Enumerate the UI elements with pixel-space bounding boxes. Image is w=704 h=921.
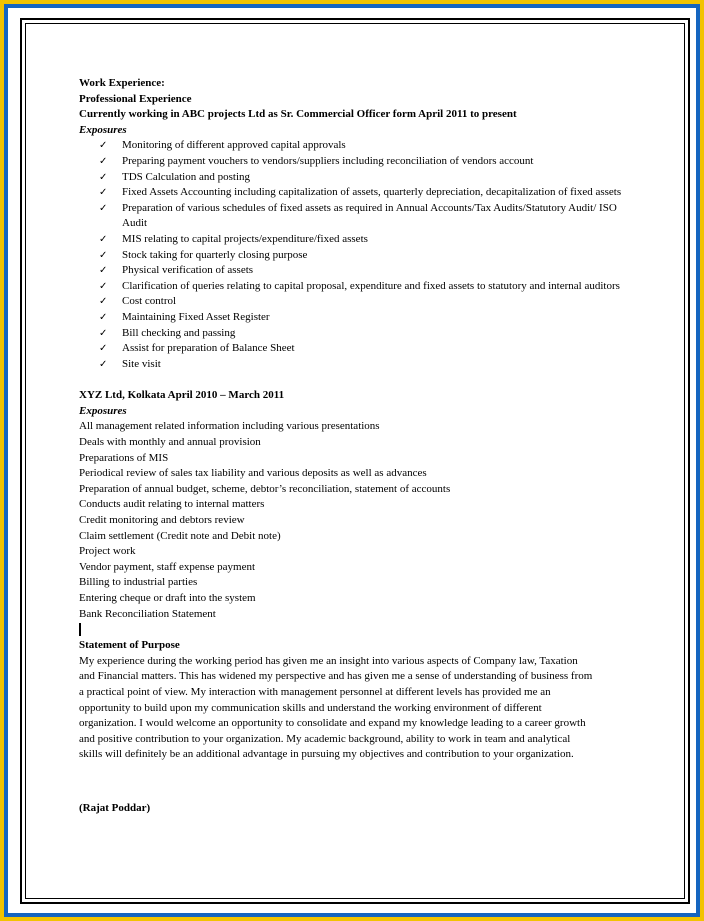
statement-paragraph [79, 654, 632, 763]
list-item: ✓ TDS Calculation and posting [79, 170, 632, 186]
statement-line: organization. I would welcome an opportunity to consolidate and expand my knowledge leading to a career growth [79, 717, 586, 730]
signature-name: (Rajat Poddar) [79, 801, 151, 814]
list-item: ✓ Assist for preparation of Balance Sheet [79, 341, 632, 357]
list-item: Deals with monthly and annual provision [79, 436, 261, 449]
check-icon: ✓ [99, 233, 108, 245]
job1-exposures-label: Exposures [79, 123, 127, 136]
job2-exposure-list [79, 419, 632, 622]
statement-line: and Financial matters. This has widened my perspective and has given me a sense of understanding of business from [79, 670, 593, 683]
job2-exposures-label: Exposures [79, 404, 127, 417]
list-item: ✓ Fixed Assets Accounting including capitalization of assets, quarterly depreciation, decapitalization of fixed assets [79, 185, 632, 201]
list-item: Claim settlement (Credit note and Debit note) [79, 529, 281, 542]
list-item: ✓ Bill checking and passing [79, 326, 632, 342]
check-icon: ✓ [99, 202, 108, 214]
job2-title: XYZ Ltd, Kolkata April 2010 – March 2011 [79, 389, 285, 402]
list-item: All management related information including various presentations [79, 420, 380, 433]
list-item: Periodical review of sales tax liability and various deposits as well as advances [79, 467, 427, 480]
list-item: ✓ Physical verification of assets [79, 263, 632, 279]
check-icon: ✓ [99, 327, 108, 339]
statement-line: My experience during the working period has given me an insight into various aspects of Company law, Taxation [79, 654, 578, 667]
job1-title: Currently working in ABC projects Ltd as Sr. Commercial Officer form April 2011 to present [79, 108, 517, 121]
check-icon: ✓ [99, 155, 108, 167]
list-item: Bank Reconciliation Statement [79, 607, 216, 620]
check-icon: ✓ [99, 280, 108, 292]
list-item: ✓ Preparation of various schedules of fixed assets as required in Annual Accounts/Tax Audits/Statutory Audit/ ISO Audit [99, 201, 617, 230]
check-icon: ✓ [99, 343, 108, 355]
list-item: Project work [79, 545, 136, 558]
list-item: Entering cheque or draft into the system [79, 592, 256, 604]
list-item: ✓ Preparing payment vouchers to vendors/suppliers including reconciliation of vendors account [79, 154, 632, 170]
statement-line: a practical point of view. My interaction with management personnel at different levels has provided me an [79, 685, 551, 698]
check-icon: ✓ [99, 358, 108, 370]
professional-experience-heading: Professional Experience [79, 92, 192, 105]
work-experience-heading: Work Experience: [79, 77, 165, 89]
list-item: Billing to industrial parties [79, 576, 198, 589]
list-item: Vendor payment, staff expense payment [79, 560, 256, 573]
statement-line: skills will definitely be an additional advantage in pursuing my objectives and contribution to your organization. [79, 748, 574, 761]
check-icon: ✓ [99, 140, 108, 152]
check-icon: ✓ [99, 311, 108, 323]
list-item: ✓ Cost control [79, 294, 632, 310]
list-item: Credit monitoring and debtors review [79, 514, 245, 527]
list-item: ✓ Stock taking for quarterly closing purpose [79, 248, 632, 264]
statement-line: opportunity to build upon my communication skills and understand the working environment of different [79, 701, 542, 714]
job1-exposure-list [79, 138, 632, 372]
check-icon: ✓ [99, 171, 108, 183]
list-item: ✓ Monitoring of different approved capital approvals [79, 138, 632, 154]
list-item: Conducts audit relating to internal matters [79, 498, 265, 511]
statement-heading: Statement of Purpose [79, 639, 180, 652]
resume-content [79, 76, 632, 817]
list-item: ✓ Clarification of queries relating to capital proposal, expenditure and fixed assets to statutory and internal auditors [79, 279, 632, 295]
check-icon: ✓ [99, 296, 108, 308]
list-item: Preparation of annual budget, scheme, debtor’s reconciliation, statement of accounts [79, 482, 451, 495]
check-icon: ✓ [99, 249, 108, 261]
statement-line: and positive contribution to your organization. My academic background, ability to work in team and analytical [79, 732, 571, 745]
check-icon: ✓ [99, 265, 108, 277]
text-cursor [79, 623, 81, 636]
list-item: Preparations of MIS [79, 451, 169, 464]
check-icon: ✓ [99, 187, 108, 199]
list-item: ✓ Site visit [79, 357, 632, 373]
list-item: ✓ MIS relating to capital projects/expenditure/fixed assets [79, 232, 632, 248]
list-item: ✓ Maintaining Fixed Asset Register [79, 310, 632, 326]
